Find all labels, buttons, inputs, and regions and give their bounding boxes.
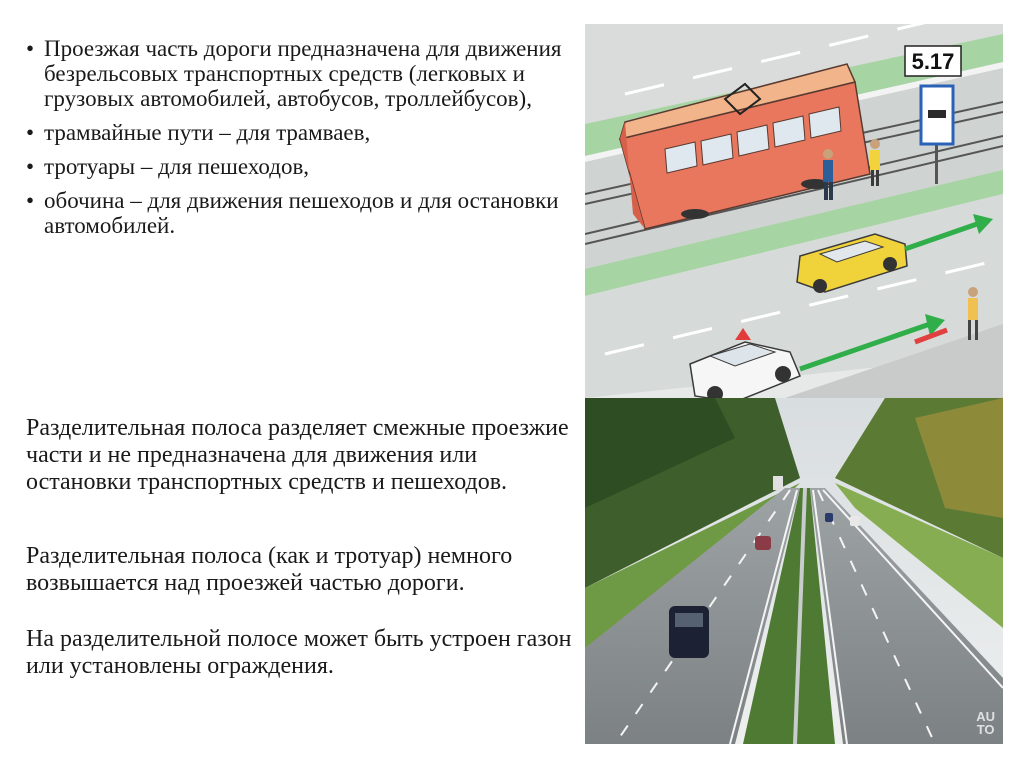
bullet-list <box>26 36 586 238</box>
bullet-text: Проезжая часть дороги предназначена для движения безрельсовых транспортных средств (легковых и грузовых автомобилей, автобусов, троллейбусов), <box>44 36 562 111</box>
paragraph-median-definition: Разделительная полоса разделяет смежные проезжие части и не предназначена для движения или остановки транспортных средств и пешеходов. <box>26 415 569 495</box>
paragraph-median-lawn: На разделительной полосе может быть устроен газон или установлены ограждения. <box>26 626 572 679</box>
bullet-icon: • <box>26 36 35 61</box>
paragraph-median-raised: Разделительная полоса (как и тротуар) немного возвышается над проезжей частью дороги. <box>26 543 513 596</box>
sign-number-plate <box>905 46 961 76</box>
pedestrian-icon <box>823 149 833 200</box>
bullet-icon: • <box>26 120 35 145</box>
road-lanes-illustration <box>585 24 1003 398</box>
car-icon <box>850 516 860 526</box>
list-item <box>26 188 586 238</box>
truck-icon <box>773 476 783 490</box>
car-icon <box>825 513 833 522</box>
list-item <box>26 154 586 179</box>
highway-photo <box>585 398 1003 744</box>
car-icon <box>669 606 709 658</box>
text-column <box>26 36 586 247</box>
bullet-icon: • <box>26 154 35 179</box>
list-item <box>26 120 586 145</box>
car-icon <box>755 536 771 550</box>
bullet-text: тротуары – для пешеходов, <box>44 154 310 179</box>
watermark-logo: AU TO <box>976 709 995 737</box>
bullet-text: обочина – для движения пешеходов и для остановки автомобилей. <box>44 188 559 238</box>
sign-number: 5.17 <box>911 49 955 74</box>
list-item <box>26 36 586 111</box>
bullet-text: трамвайные пути – для трамваев, <box>44 120 371 145</box>
bullet-icon: • <box>26 188 35 213</box>
